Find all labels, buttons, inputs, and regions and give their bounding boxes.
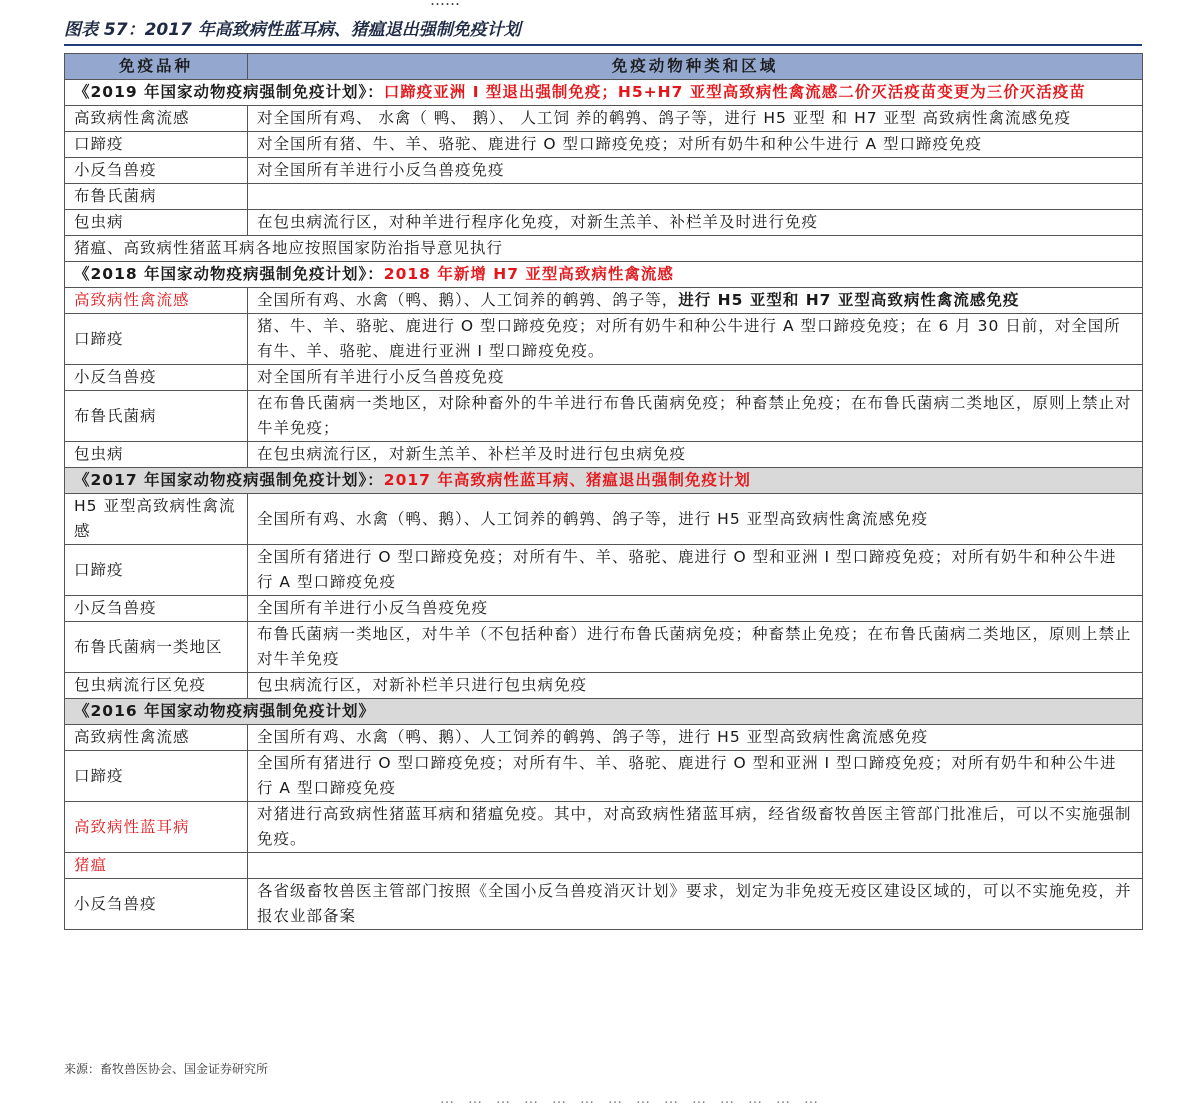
row-label: 小反刍兽疫 bbox=[65, 596, 248, 622]
section-2019-footer: 猪瘟、高致病性猪蓝耳病各地应按照国家防治指导意见执行 bbox=[65, 236, 1143, 262]
row-text: 在包虫病流行区，对新生羔羊、补栏羊及时进行包虫病免疫 bbox=[248, 442, 1143, 468]
header-species: 免疫品种 bbox=[65, 54, 248, 80]
row-label: 口蹄疫 bbox=[65, 314, 248, 365]
row-text: 对全国所有羊进行小反刍兽疫免疫 bbox=[248, 365, 1143, 391]
table-row bbox=[65, 596, 1143, 622]
row-label: 包虫病 bbox=[65, 210, 248, 236]
row-label: 猪瘟 bbox=[65, 853, 248, 879]
row-text: 对猪进行高致病性猪蓝耳病和猪瘟免疫。其中，对高致病性猪蓝耳病，经省级畜牧兽医主管部门批准后，可以不实施强制免疫。 bbox=[248, 802, 1143, 853]
table-row bbox=[65, 442, 1143, 468]
figure-title: 图表 57：2017 年高致病性蓝耳病、猪瘟退出强制免疫计划 bbox=[64, 18, 1142, 46]
table-row bbox=[65, 802, 1143, 853]
table-row bbox=[65, 132, 1143, 158]
page-bottom-fragment: …………………………………… bbox=[440, 1091, 832, 1107]
table-row bbox=[65, 391, 1143, 442]
page-top-fragment: …… bbox=[430, 0, 460, 9]
table-row bbox=[65, 288, 1143, 314]
row-text: 在包虫病流行区，对种羊进行程序化免疫，对新生羔羊、补栏羊及时进行免疫 bbox=[248, 210, 1143, 236]
table-row bbox=[65, 236, 1143, 262]
row-label: 口蹄疫 bbox=[65, 545, 248, 596]
row-text: 布鲁氏菌病一类地区，对牛羊（不包括种畜）进行布鲁氏菌病免疫；种畜禁止免疫；在布鲁氏菌病二类地区，原则上禁止对牛羊免疫 bbox=[248, 622, 1143, 673]
row-text: 对全国所有鸡、 水禽（ 鸭、 鹅）、 人工饲 养的鹌鹑、鸽子等，进行 H5 亚型 和 H7 亚型 高致病性禽流感免疫 bbox=[248, 106, 1143, 132]
section-2018-title: 《2018 年国家动物疫病强制免疫计划》： bbox=[74, 265, 384, 283]
table-row bbox=[65, 184, 1143, 210]
row-text-bold: 进行 H5 亚型和 H7 亚型高致病性禽流感免疫 bbox=[678, 291, 1020, 309]
row-text: 对全国所有猪、牛、羊、骆驼、鹿进行 O 型口蹄疫免疫；对所有奶牛和种公牛进行 A 型口蹄疫免疫 bbox=[248, 132, 1143, 158]
row-text: 各省级畜牧兽医主管部门按照《全国小反刍兽疫消灭计划》要求，划定为非免疫无疫区建设区域的，可以不实施免疫，并报农业部备案 bbox=[248, 879, 1143, 930]
row-label: 高致病性禽流感 bbox=[65, 725, 248, 751]
section-2017-note: 2017 年高致病性蓝耳病、猪瘟退出强制免疫计划 bbox=[383, 471, 751, 489]
row-label: 包虫病 bbox=[65, 442, 248, 468]
row-label: 高致病性禽流感 bbox=[65, 106, 248, 132]
row-text: 全国所有鸡、水禽（鸭、鹅）、人工饲养的鹌鹑、鸽子等，进行 H5 亚型高致病性禽流感免疫 bbox=[248, 494, 1143, 545]
table-row bbox=[65, 158, 1143, 184]
row-text: 包虫病流行区，对新补栏羊只进行包虫病免疫 bbox=[248, 673, 1143, 699]
row-text bbox=[248, 853, 1143, 879]
table-row bbox=[65, 725, 1143, 751]
section-2018-row bbox=[65, 262, 1143, 288]
section-2017-row bbox=[65, 468, 1143, 494]
row-label: 包虫病流行区免疫 bbox=[65, 673, 248, 699]
section-2017-title: 《2017 年国家动物疫病强制免疫计划》： bbox=[74, 471, 384, 489]
row-text: 对全国所有羊进行小反刍兽疫免疫 bbox=[248, 158, 1143, 184]
section-2017 bbox=[65, 468, 1143, 494]
row-text: 全国所有猪进行 O 型口蹄疫免疫；对所有牛、羊、骆驼、鹿进行 O 型和亚洲 I 型口蹄疫免疫；对所有奶牛和种公牛进行 A 型口蹄疫免疫 bbox=[248, 545, 1143, 596]
row-label: 布鲁氏菌病一类地区 bbox=[65, 622, 248, 673]
row-label: H5 亚型高致病性禽流感 bbox=[65, 494, 248, 545]
row-text-plain: 全国所有鸡、水禽（鸭、鹅）、人工饲养的鹌鹑、鸽子等， bbox=[257, 291, 679, 309]
row-label: 小反刍兽疫 bbox=[65, 158, 248, 184]
table-row bbox=[65, 494, 1143, 545]
table-row bbox=[65, 879, 1143, 930]
table-row bbox=[65, 545, 1143, 596]
section-2018-note: 2018 年新增 H7 亚型高致病性禽流感 bbox=[383, 265, 674, 283]
section-2019-note: 口蹄疫亚洲 I 型退出强制免疫；H5+H7 亚型高致病性禽流感二价灭活疫苗变更为三价灭活疫苗 bbox=[383, 83, 1086, 101]
row-text: 全国所有猪进行 O 型口蹄疫免疫；对所有牛、羊、骆驼、鹿进行 O 型和亚洲 I 型口蹄疫免疫；对所有奶牛和种公牛进行 A 型口蹄疫免疫 bbox=[248, 751, 1143, 802]
section-2016-row bbox=[65, 699, 1143, 725]
row-text bbox=[248, 288, 1143, 314]
row-text: 全国所有鸡、水禽（鸭、鹅）、人工饲养的鹌鹑、鸽子等，进行 H5 亚型高致病性禽流感免疫 bbox=[248, 725, 1143, 751]
header-animals-regions: 免疫动物种类和区域 bbox=[248, 54, 1143, 80]
section-2019-title: 《2019 年国家动物疫病强制免疫计划》： bbox=[74, 83, 384, 101]
section-2016-title: 《2016 年国家动物疫病强制免疫计划》 bbox=[74, 702, 376, 720]
table-row bbox=[65, 751, 1143, 802]
table-row bbox=[65, 673, 1143, 699]
source-note: 来源：畜牧兽医协会、国金证券研究所 bbox=[64, 1062, 269, 1076]
row-label: 高致病性蓝耳病 bbox=[65, 802, 248, 853]
row-text: 在布鲁氏菌病一类地区，对除种畜外的牛羊进行布鲁氏菌病免疫；种畜禁止免疫；在布鲁氏菌病二类地区，原则上禁止对牛羊免疫； bbox=[248, 391, 1143, 442]
section-2019 bbox=[65, 80, 1143, 106]
row-label: 口蹄疫 bbox=[65, 132, 248, 158]
row-text: 全国所有羊进行小反刍兽疫免疫 bbox=[248, 596, 1143, 622]
immunization-table bbox=[64, 53, 1143, 930]
section-2018 bbox=[65, 262, 1143, 288]
row-label: 高致病性禽流感 bbox=[65, 288, 248, 314]
table-row bbox=[65, 853, 1143, 879]
row-label: 口蹄疫 bbox=[65, 751, 248, 802]
table-row bbox=[65, 210, 1143, 236]
row-label: 布鲁氏菌病 bbox=[65, 391, 248, 442]
table-row bbox=[65, 314, 1143, 365]
table-row bbox=[65, 106, 1143, 132]
table-header-row bbox=[65, 54, 1143, 80]
section-2019-row bbox=[65, 80, 1143, 106]
row-label: 小反刍兽疫 bbox=[65, 365, 248, 391]
row-label: 布鲁氏菌病 bbox=[65, 184, 248, 210]
table-row bbox=[65, 365, 1143, 391]
row-text: 猪、牛、羊、骆驼、鹿进行 O 型口蹄疫免疫；对所有奶牛和种公牛进行 A 型口蹄疫免疫；在 6 月 30 日前，对全国所有牛、羊、骆驼、鹿进行亚洲 I 型口蹄疫免疫。 bbox=[248, 314, 1143, 365]
table-row bbox=[65, 622, 1143, 673]
row-text bbox=[248, 184, 1143, 210]
section-2016 bbox=[65, 699, 1143, 725]
row-label: 小反刍兽疫 bbox=[65, 879, 248, 930]
